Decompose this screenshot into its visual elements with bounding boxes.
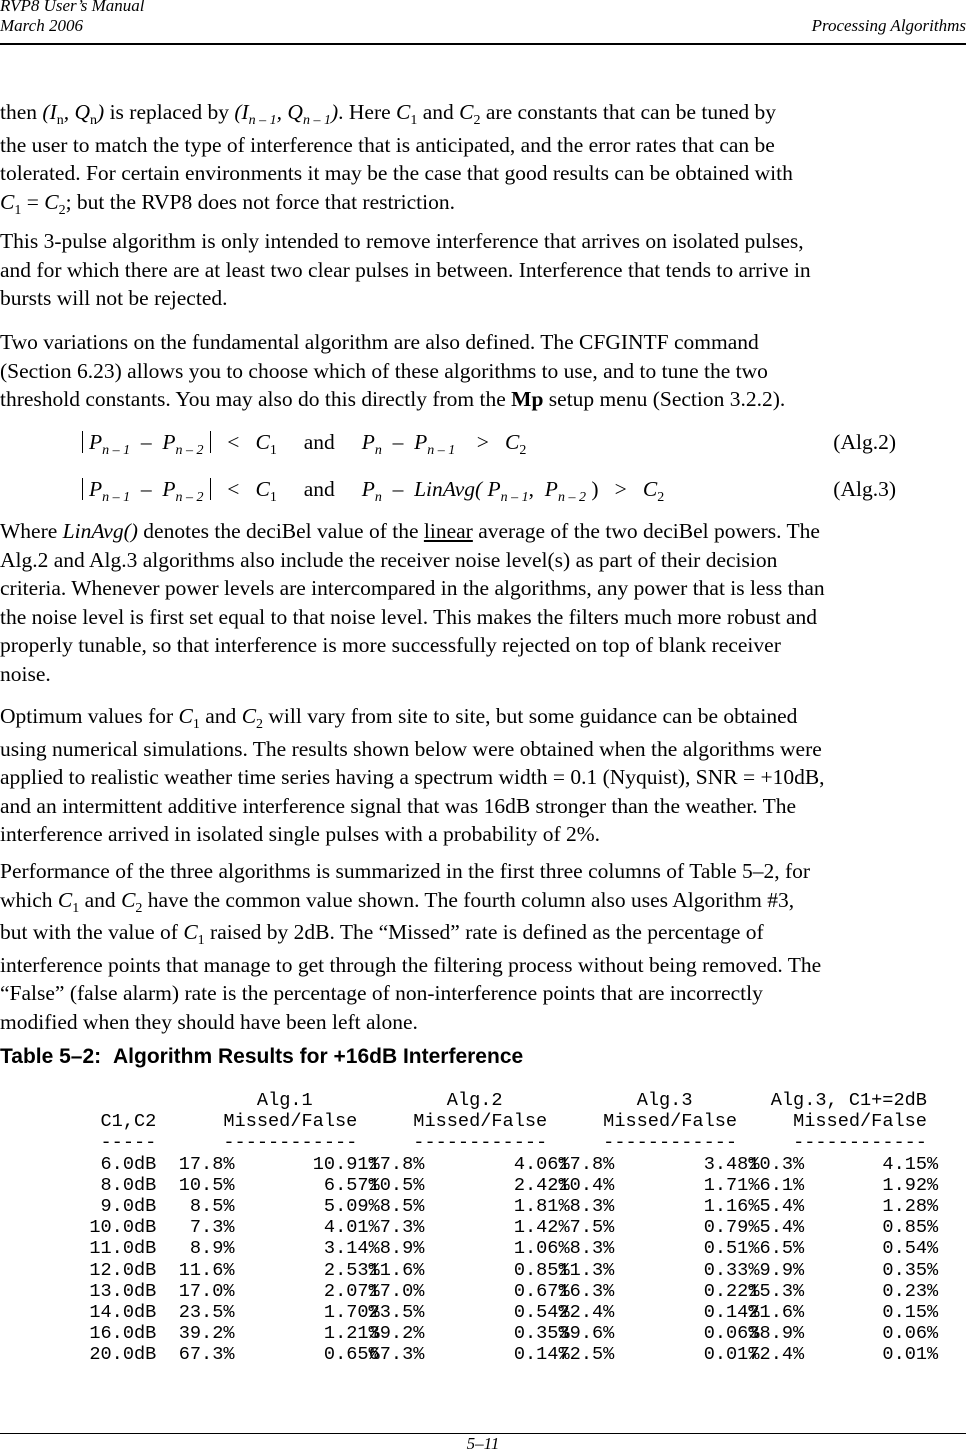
table-cell: 17.0%: [178, 1280, 235, 1302]
table-cell: 10.91%: [312, 1153, 380, 1175]
paragraph-5: [0, 702, 970, 849]
table-cell: 1.42%: [513, 1217, 570, 1239]
table-cell: 17.8%: [558, 1153, 615, 1175]
table-cell: 0.35%: [882, 1259, 939, 1281]
p5-line-3: applied to realistic weather time series having a spectrum width = 0.1 (Nyquist), SNR = +10dB,: [0, 765, 825, 789]
table-cell: 8.9%: [189, 1238, 235, 1260]
p3-line-3: threshold constants. You may also do this directly from the Mp setup menu (Section 3.2.2).: [0, 387, 786, 411]
table-cell: 1.28%: [882, 1196, 939, 1217]
table-col-header-missed-false: Missed/False: [793, 1111, 927, 1133]
p6-line-1: Performance of the three algorithms is summarized in the first three columns of Table 5–2, for: [0, 859, 811, 883]
table-cell: 0.79%: [703, 1217, 760, 1239]
table-cell: 72.4%: [748, 1344, 805, 1366]
p4-line-3: criteria. Whenever power levels are intercompared in the algorithms, any power that is less than: [0, 576, 825, 600]
table-cell: 1.06%: [513, 1238, 570, 1260]
p4-line-5: properly tunable, so that interference is more successfully rejected on top of blank receiver: [0, 633, 781, 657]
table-cell: 7.5%: [569, 1217, 615, 1239]
table-cell: 0.33%: [703, 1259, 760, 1281]
table-cell: 21.6%: [748, 1302, 805, 1323]
p1-line-3: tolerated. For certain environments it may be the case that good results can be obtained with: [0, 161, 793, 185]
table-separator: ------------: [603, 1132, 738, 1154]
table-cell: 16.3%: [558, 1280, 615, 1302]
p4-line-4: the noise level is first set equal to that noise level. This makes the filters much more robust and: [0, 604, 818, 629]
table-cell: 5.4%: [759, 1196, 805, 1217]
table-cell: 1.71%: [703, 1174, 760, 1196]
table-cell: 4.15%: [882, 1153, 939, 1175]
p2-line-2: and for which there are at least two clear pulses in between. Interference that tends to arrive in: [0, 257, 811, 282]
table-cell: 4.01%: [323, 1217, 380, 1239]
p4-line-1: Where LinAvg() denotes the deciBel value of the linear average of the two deciBel powers. The: [0, 519, 820, 543]
p4-line-6: noise.: [0, 661, 51, 686]
p5-line-4: and an intermittent additive interference signal that was 16dB stronger than the weather. The: [0, 793, 797, 818]
section-title: Processing Algorithms: [811, 16, 966, 35]
table-row-c1c2: 8.0dB: [100, 1174, 157, 1196]
table-cell: 0.15%: [882, 1302, 939, 1323]
table-cell: 23.5%: [178, 1302, 235, 1323]
table-group-header: Alg.3: [636, 1090, 693, 1111]
table-cell: 6.57%: [323, 1174, 380, 1196]
alg3-tag: (Alg.3): [833, 477, 896, 501]
table-cell: 67.3%: [178, 1344, 235, 1366]
mp-menu-name: Mp: [511, 387, 544, 411]
table-cell: 0.54%: [513, 1302, 570, 1323]
paragraph-1: [0, 98, 970, 220]
equation-alg3: $P_{n - 1} - P_{n - 2} < C_1$ and $P_n$ – LinAvg( $P_{n - 1}$, $P_{n - 2}$ ) > $C_2$ (Alg.3): [76, 475, 906, 507]
table-cell: 1.81%: [513, 1196, 570, 1217]
table-row-c1c2: 12.0dB: [89, 1259, 157, 1281]
table-cell: 22.4%: [558, 1302, 615, 1323]
table-cell: 17.8%: [368, 1153, 425, 1175]
table-cell: 8.9%: [379, 1238, 425, 1260]
p5-line-1: Optimum values for $C_1$ and $C_2$ will vary from site to site, but some guidance can be obtained: [0, 704, 798, 732]
table-cell: 39.2%: [178, 1323, 235, 1345]
table-separator: -----: [100, 1132, 157, 1154]
p6-line-3: but with the value of $C_1$ raised by 2dB. The “Missed” rate is defined as the percentage of: [0, 920, 764, 948]
table-cell: 2.42%: [513, 1174, 570, 1196]
table-cell: 10.3%: [748, 1153, 805, 1175]
table-cell: 9.9%: [759, 1259, 805, 1281]
table-cell: 4.06%: [513, 1153, 570, 1175]
table-cell: 2.07%: [323, 1280, 380, 1302]
p6-line-6: modified when they should have been left alone.: [0, 1009, 418, 1034]
p4-line-2: Alg.2 and Alg.3 algorithms also include the receiver noise level(s) as part of their decision: [0, 547, 778, 572]
table-cell: 5.09%: [323, 1196, 380, 1217]
table-cell: 0.06%: [882, 1323, 939, 1345]
table-cell: 3.48%: [703, 1153, 760, 1175]
p1-line-4: $C_1 = C_2$; but the RVP8 does not force that restriction.: [0, 189, 455, 218]
p3-line-2: (Section 6.23) allows you to choose which of these algorithms to use, and to tune the two: [0, 358, 768, 383]
table-group-header: Alg.1: [256, 1090, 313, 1111]
table-separator: ------------: [223, 1132, 358, 1154]
table-row-c1c2: 14.0dB: [89, 1302, 157, 1323]
table-cell: 5.4%: [759, 1217, 805, 1239]
manual-date: March 2006: [0, 16, 83, 35]
table-col-header-c1c2: C1,C2: [100, 1111, 157, 1133]
table-cell: 72.5%: [558, 1344, 615, 1366]
table-cell: 8.3%: [569, 1196, 615, 1217]
table-cell: 23.5%: [368, 1302, 425, 1323]
p6-line-4: interference points that manage to get through the filtering process without being removed. The: [0, 952, 822, 977]
p3-line-1: Two variations on the fundamental algorithm are also defined. The CFGINTF command: [0, 330, 759, 354]
table-cell: 0.01%: [703, 1344, 760, 1366]
table-cell: 10.4%: [558, 1174, 615, 1196]
table-cell: 39.6%: [558, 1323, 615, 1345]
table-cell: 0.67%: [513, 1280, 570, 1302]
table-cell: 0.35%: [513, 1323, 570, 1345]
table-cell: 1.92%: [882, 1174, 939, 1196]
table-cell: 0.23%: [882, 1280, 939, 1302]
table-row-c1c2: 13.0dB: [89, 1280, 157, 1302]
table-cell: 10.5%: [178, 1174, 235, 1196]
manual-title: RVP8 User’s Manual: [0, 0, 145, 15]
header-rule: [0, 43, 966, 45]
paragraph-2: [0, 227, 970, 313]
table-cell: 0.22%: [703, 1280, 760, 1302]
table-separator: ------------: [413, 1132, 548, 1154]
table-cell: 7.3%: [189, 1217, 235, 1239]
table-cell: 3.14%: [323, 1238, 380, 1260]
table-cell: 6.1%: [759, 1174, 805, 1196]
table-col-header-missed-false: Missed/False: [413, 1111, 548, 1133]
table-title: Algorithm Results for +16dB Interference: [113, 1045, 524, 1068]
table-cell: 0.01%: [882, 1344, 939, 1366]
page-number: 5–11: [466, 1434, 500, 1453]
table-cell: 0.51%: [703, 1238, 760, 1260]
p6-line-5: “False” (false alarm) rate is the percentage of non-interference points that are incorrectly: [0, 981, 763, 1005]
table-caption: [0, 1043, 523, 1071]
table-cell: 7.3%: [379, 1217, 425, 1239]
table-group-header: Alg.3, C1+=2dB: [770, 1090, 927, 1111]
table-cell: 39.2%: [368, 1323, 425, 1345]
table-cell: 1.70%: [323, 1302, 380, 1323]
table-col-header-missed-false: Missed/False: [223, 1111, 358, 1133]
alg2-tag: (Alg.2): [833, 430, 896, 454]
paragraph-6: [0, 857, 970, 1036]
equation-alg2: $P_{n - 1} - P_{n - 2} < C_1$ and $P_n - P_{n - 1}$ > $C_2$ (Alg.2): [76, 428, 906, 460]
table-cell: 1.16%: [703, 1196, 760, 1217]
table-cell: 17.0%: [368, 1280, 425, 1302]
table-cell: 11.3%: [558, 1259, 615, 1281]
table-cell: 0.06%: [703, 1323, 760, 1345]
table-cell: 0.14%: [513, 1344, 570, 1366]
paragraph-4: [0, 517, 970, 688]
table-cell: 0.65%: [323, 1344, 380, 1366]
p5-line-5: interference arrived in isolated single pulses with a probability of 2%.: [0, 822, 601, 846]
table-separator: ------------: [793, 1132, 927, 1154]
table-cell: 2.53%: [323, 1259, 380, 1281]
table-cell: 0.85%: [513, 1259, 570, 1281]
table-row-c1c2: 20.0dB: [89, 1344, 157, 1366]
p5-line-2: using numerical simulations. The results shown below were obtained when the algorithms were: [0, 736, 822, 761]
table-cell: 11.6%: [368, 1259, 425, 1281]
p6-line-2: which $C_1$ and $C_2$ have the common value shown. The fourth column also uses Algorithm #3,: [0, 887, 795, 916]
table-row-c1c2: 10.0dB: [89, 1217, 157, 1239]
table-cell: 0.85%: [882, 1217, 939, 1239]
table-cell: 38.9%: [748, 1323, 805, 1345]
p1-line-2: the user to match the type of interference that is anticipated, and the error rates that can be: [0, 132, 775, 157]
table-row-c1c2: 16.0dB: [89, 1323, 157, 1345]
p2-line-3: bursts will not be rejected.: [0, 286, 228, 310]
p1-line-1: then ($I_n$, $Q_n$) is replaced by ($I_{n - 1}$, $Q_{n - 1}$). Here $C_1$ and $C_2$ are constants that can be tuned by: [0, 100, 777, 128]
table-cell: 0.14%: [703, 1302, 760, 1323]
table-number: Table 5–2:: [0, 1045, 102, 1068]
table-row-c1c2: 11.0dB: [89, 1238, 157, 1260]
table-cell: 15.3%: [748, 1280, 805, 1302]
table-col-header-missed-false: Missed/False: [603, 1111, 738, 1133]
table-group-header: Alg.2: [446, 1090, 503, 1111]
table-cell: 0.54%: [882, 1238, 939, 1260]
table-row-c1c2: 6.0dB: [100, 1153, 157, 1175]
paragraph-3: [0, 328, 970, 414]
p2-line-1: This 3-pulse algorithm is only intended to remove interference that arrives on isolated pulses,: [0, 229, 804, 253]
table-cell: 67.3%: [368, 1344, 425, 1366]
table-cell: 1.21%: [323, 1323, 380, 1345]
table-cell: 8.3%: [569, 1238, 615, 1260]
running-header-left: [0, 0, 145, 36]
table-cell: 8.5%: [379, 1196, 425, 1217]
table-cell: 8.5%: [189, 1196, 235, 1217]
table-row-c1c2: 9.0dB: [100, 1196, 157, 1217]
table-cell: 17.8%: [178, 1153, 235, 1175]
table-cell: 10.5%: [368, 1174, 425, 1196]
table-cell: 6.5%: [759, 1238, 805, 1260]
table-cell: 11.6%: [178, 1259, 235, 1281]
